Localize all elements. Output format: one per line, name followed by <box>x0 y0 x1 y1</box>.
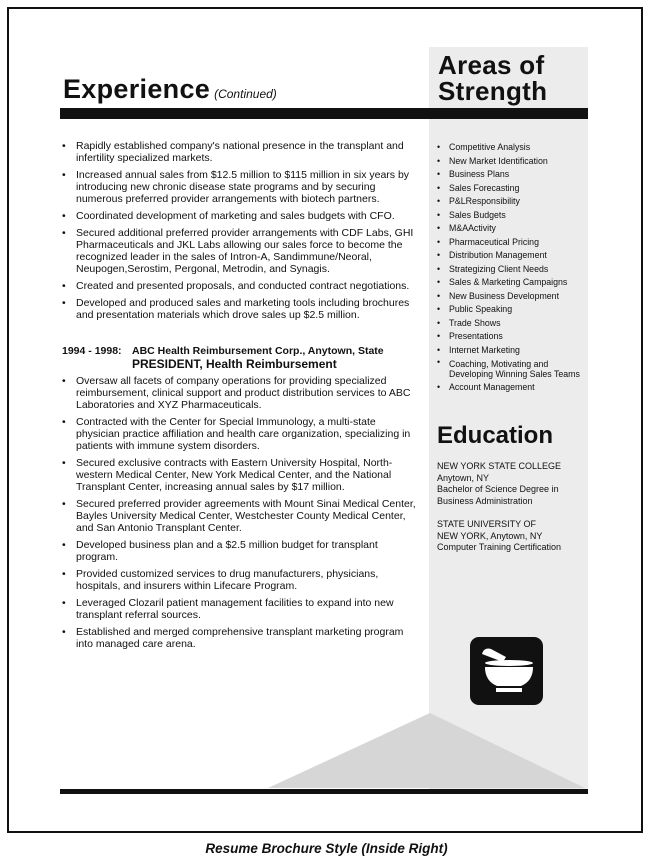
strength-item: • Internet Marketing <box>437 344 587 358</box>
areas-of-strength-heading: Areas of Strength <box>438 50 548 106</box>
mortar-pestle-icon <box>470 637 543 705</box>
continued-label: (Continued) <box>214 87 277 101</box>
job-bullet: • Secured exclusive contracts with Eastern University Hospital, North-western Medical Center, New York Medical Center, and the National Transplant Center, increasing annual sales by $17 million. <box>62 457 422 493</box>
strength-item: • New Market Identification <box>437 155 587 169</box>
experience-bullet: • Rapidly established company's national presence in the transplant and infertility specialized markets. <box>62 140 422 164</box>
job-bullet: • Leveraged Clozaril patient management facilities to expand into new transplant referral sources. <box>62 597 422 621</box>
strength-item: • Sales & Marketing Campaigns <box>437 276 587 290</box>
strength-item: • Sales Forecasting <box>437 182 587 196</box>
strength-item: • Competitive Analysis <box>437 141 587 155</box>
bottom-divider <box>60 789 588 794</box>
education-line: NEW YORK STATE COLLEGE <box>437 461 562 471</box>
education-line: Bachelor of Science Degree in <box>437 484 559 494</box>
experience-bullet: • Secured additional preferred provider arrangements with CDF Labs, GHI Pharmaceuticals and JKL Labs allowing our sales force to become the recognized leader in the sales of Intron-A, Sandimmune/Neoral, Neupogen,Serostim, Pergonal, Metrodin, and Synagis. <box>62 227 422 275</box>
job-bullet: • Established and merged comprehensive transplant marketing program into managed care arena. <box>62 626 422 650</box>
strength-item: • P&LResponsibility <box>437 195 587 209</box>
job-bullet: • Contracted with the Center for Special Immunology, a multi-state physician practice affiliation and health care organization, specializing in patients with immune system disorders. <box>62 416 422 452</box>
education-entry <box>437 461 587 507</box>
job-bullet: • Provided customized services to drug manufacturers, physicians, hospitals, and insurers within Lifecare Program. <box>62 568 422 592</box>
job-bullet: • Secured preferred provider agreements with Mount Sinai Medical Center, Bayles University Medical Center, Westchester County Medical Center, and San Antonio Transplant Center. <box>62 498 422 534</box>
strength-item: • New Business Development <box>437 290 587 304</box>
strength-item: • Trade Shows <box>437 317 587 331</box>
strength-item: • Account Management <box>437 381 587 395</box>
caption: Resume Brochure Style (Inside Right) <box>205 841 448 856</box>
education-line: Business Administration <box>437 495 533 506</box>
experience-bullet: • Increased annual sales from $12.5 million to $115 million in six years by introducing new chronic disease state programs and by securing numerous preferred provider arrangements with biotech partners. <box>62 169 422 205</box>
job-dates: 1994 - 1998: <box>62 345 122 357</box>
experience-bullet: • Coordinated development of marketing and sales budgets with CFO. <box>62 210 422 222</box>
strength-item: • Pharmaceutical Pricing <box>437 236 587 250</box>
areas-of-strength-list <box>437 141 587 395</box>
experience-section <box>62 140 422 655</box>
strength-item: • M&AActivity <box>437 222 587 236</box>
experience-bullets <box>62 140 422 321</box>
job-company: ABC Health Reimbursement Corp., Anytown, State <box>132 345 384 357</box>
strength-item: • Distribution Management <box>437 249 587 263</box>
education-line: NEW YORK, Anytown, NY <box>437 530 543 541</box>
experience-bullet: • Developed and produced sales and marketing tools including brochures and presentation materials which drove sales up $2.5 million. <box>62 297 422 321</box>
strength-item: • Sales Budgets <box>437 209 587 223</box>
education-line: Anytown, NY <box>437 472 490 483</box>
education-line: Computer Training Certification <box>437 542 562 552</box>
strength-item: • Presentations <box>437 330 587 344</box>
education-entry <box>437 519 587 554</box>
strength-item: • Coaching, Motivating and Developing Winning Sales Teams <box>437 357 587 381</box>
job-bullet: • Oversaw all facets of company operations for providing specialized reimbursement, clinical support and product distribution services to ABC Laboratories and XYZ Pharmaceuticals. <box>62 375 422 411</box>
job-bullets <box>62 375 422 650</box>
strength-item: • Public Speaking <box>437 303 587 317</box>
strength-item: • Business Plans <box>437 168 587 182</box>
strength-item: • Strategizing Client Needs <box>437 263 587 277</box>
education-heading: Education <box>437 422 554 449</box>
experience-bullet: • Created and presented proposals, and conducted contract negotiations. <box>62 280 422 292</box>
education-line: STATE UNIVERSITY OF <box>437 519 537 529</box>
job-header <box>62 345 422 370</box>
experience-heading: Experience (Continued) <box>63 74 277 104</box>
job-title: PRESIDENT, Health Reimbursement <box>132 357 337 371</box>
education-section <box>437 461 587 566</box>
job-bullet: • Developed business plan and a $2.5 million budget for transplant program. <box>62 539 422 563</box>
top-divider <box>60 108 588 119</box>
